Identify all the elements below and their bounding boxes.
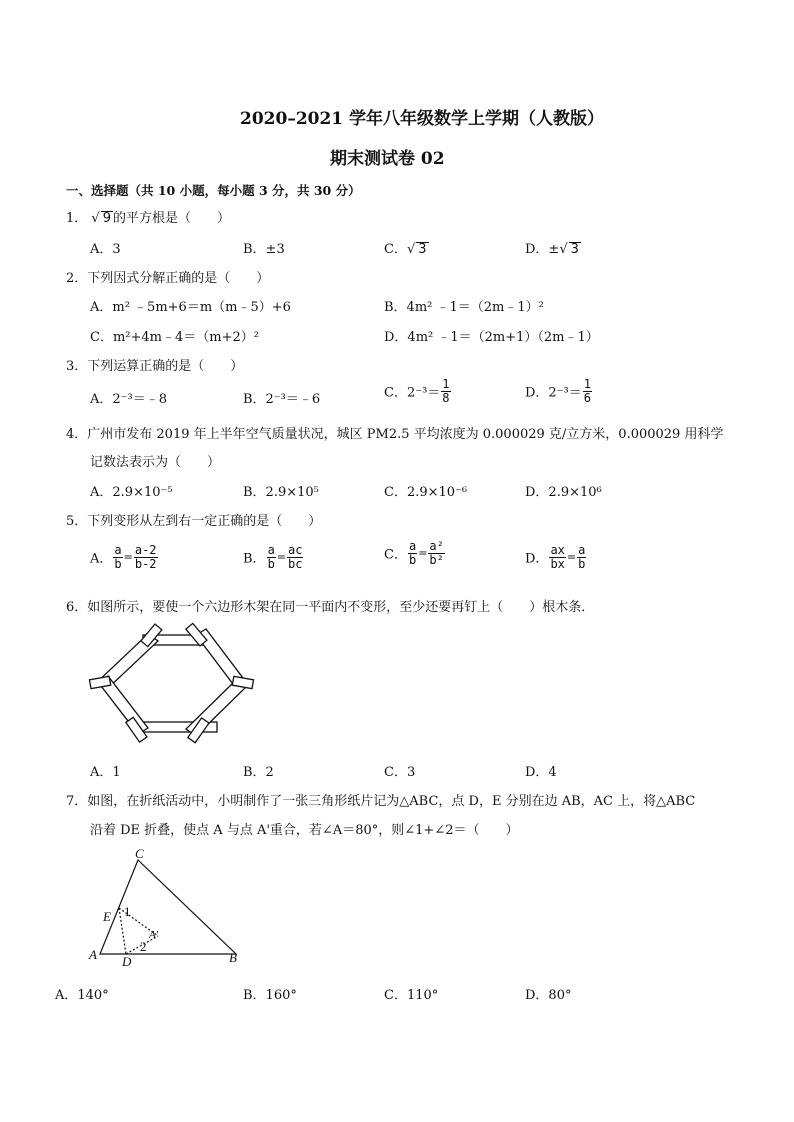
denominator: 8 bbox=[442, 390, 450, 405]
fraction-right bbox=[577, 544, 586, 570]
option-a: A．1 bbox=[90, 765, 121, 780]
label-d: D bbox=[122, 954, 132, 969]
question-stem: 下列因式分解正确的是（ ） bbox=[87, 271, 270, 286]
option-d: D．4m² ﹣1＝（2m+1）（2m﹣1） bbox=[384, 330, 599, 345]
numerator: ax bbox=[550, 543, 565, 557]
option-b: B．2.9×10⁵ bbox=[243, 485, 319, 500]
hexagon-frame-figure bbox=[88, 620, 258, 748]
option-d bbox=[525, 544, 587, 570]
numerator: 1 bbox=[583, 377, 592, 391]
numerator: a bbox=[267, 543, 275, 557]
question-stem-line2: 沿着 DE 折叠，使点 A 与点 A'重合，若∠A＝80°，则∠1+∠2＝（ ） bbox=[90, 823, 519, 838]
fraction-right bbox=[428, 540, 444, 566]
option-a: A．3 bbox=[90, 242, 121, 257]
question-3 bbox=[66, 355, 243, 374]
radicand: 3 bbox=[570, 242, 579, 257]
option-d: D．±√ 3 bbox=[525, 242, 579, 257]
question-number: 7． bbox=[66, 794, 88, 809]
option-c: C．2.9×10⁻⁶ bbox=[384, 485, 468, 500]
numerator: ac bbox=[288, 543, 303, 557]
fraction-right bbox=[287, 544, 303, 570]
question-4 bbox=[66, 423, 723, 442]
fraction bbox=[583, 378, 592, 404]
denominator: b² bbox=[429, 552, 444, 567]
denominator: b bbox=[267, 556, 275, 571]
question-stem-line1: 广州市发布 2019 年上半年空气质量状况，城区 PM2.5 平均浓度为 0.000029 克/立方米，0.000029 用科学 bbox=[87, 427, 724, 442]
question-1: 1． √ 9 的平方根是（ ） bbox=[66, 211, 231, 226]
option-c: C．3 bbox=[384, 765, 416, 780]
option-a bbox=[90, 544, 159, 570]
numerator: a bbox=[578, 543, 586, 557]
triangle-fold-figure bbox=[86, 842, 246, 970]
denominator: b-2 bbox=[134, 556, 157, 571]
question-number: 5． bbox=[66, 514, 88, 529]
label-angle-1: 1 bbox=[124, 904, 131, 919]
option-d: D．80° bbox=[525, 988, 572, 1003]
option-a: A．2⁻³＝﹣8 bbox=[90, 392, 168, 407]
fraction-right bbox=[134, 544, 158, 570]
option-label: D． bbox=[525, 551, 549, 567]
page-subtitle: 期末测试卷 02 bbox=[330, 149, 445, 169]
option-b: B．±3 bbox=[243, 242, 285, 257]
fraction-left bbox=[113, 544, 122, 570]
question-stem: 如图所示，要使一个六边形木架在同一平面内不变形，至少还要再钉上（ ）根木条． bbox=[87, 600, 595, 615]
option-label: C． bbox=[384, 242, 407, 257]
option-label: C．2⁻³＝ bbox=[384, 385, 441, 401]
denominator: b bbox=[578, 556, 586, 571]
option-c bbox=[384, 540, 446, 566]
equals-sign: = bbox=[276, 550, 287, 564]
option-b: B．2 bbox=[243, 765, 274, 780]
fraction-left bbox=[408, 540, 417, 566]
question-number: 1． bbox=[66, 211, 88, 226]
denominator: bc bbox=[288, 556, 303, 571]
question-6 bbox=[66, 596, 594, 615]
section-heading: 一、选择题（共 10 小题，每小题 3 分，共 30 分） bbox=[66, 183, 361, 198]
question-5 bbox=[66, 510, 321, 529]
label-a: A bbox=[89, 947, 97, 962]
option-b: B．2⁻³＝﹣6 bbox=[243, 392, 321, 407]
numerator: a-2 bbox=[134, 543, 157, 557]
fraction-left bbox=[267, 544, 276, 570]
question-number: 4． bbox=[66, 427, 88, 442]
question-stem-line1: 如图，在折纸活动中，小明制作了一张三角形纸片记为△ABC，点 D，E 分别在边 AB，AC 上，将△ABC bbox=[87, 794, 696, 809]
option-d: D．4 bbox=[525, 765, 557, 780]
denominator: bx bbox=[550, 556, 565, 571]
radicand: 9 bbox=[102, 211, 111, 226]
option-a: A．2.9×10⁻⁵ bbox=[90, 485, 173, 500]
question-number: 2． bbox=[66, 271, 88, 286]
question-stem-line2: 记数法表示为（ ） bbox=[90, 455, 221, 470]
radicand: 3 bbox=[418, 242, 427, 257]
numerator: a bbox=[408, 539, 417, 553]
triangle-abc bbox=[100, 860, 236, 954]
option-d bbox=[525, 378, 593, 404]
fraction bbox=[441, 378, 450, 404]
fraction-left bbox=[549, 544, 565, 570]
option-label: D．2⁻³＝ bbox=[525, 385, 582, 401]
option-c: C．m²+4m﹣4＝（m+2）² bbox=[90, 330, 259, 345]
denominator: 6 bbox=[583, 390, 592, 405]
option-label: B． bbox=[243, 551, 266, 567]
option-label: C． bbox=[384, 547, 407, 563]
option-a: A．m² ﹣5m+6＝m（m﹣5）+6 bbox=[90, 300, 291, 315]
denominator: b bbox=[408, 552, 417, 567]
question-stem: 的平方根是（ ） bbox=[113, 211, 231, 226]
equals-sign: = bbox=[123, 550, 133, 564]
question-stem: 下列运算正确的是（ ） bbox=[87, 359, 244, 374]
page-title: 2020–2021 学年八年级数学上学期（人教版） bbox=[240, 109, 605, 129]
label-b: B bbox=[229, 950, 237, 965]
question-number: 3． bbox=[66, 359, 88, 374]
equals-sign: = bbox=[566, 550, 577, 564]
label-a-prime: A' bbox=[149, 929, 159, 941]
option-d: D．2.9×10⁶ bbox=[525, 485, 602, 500]
option-c bbox=[384, 378, 452, 404]
option-b: B．4m² ﹣1＝（2m﹣1）² bbox=[384, 300, 544, 315]
label-c: C bbox=[135, 846, 144, 861]
denominator: b bbox=[114, 556, 122, 571]
question-stem: 下列变形从左到右一定正确的是（ ） bbox=[87, 514, 322, 529]
question-number: 6． bbox=[66, 600, 88, 615]
option-label: A． bbox=[90, 551, 113, 567]
option-a: A．140° bbox=[55, 988, 109, 1003]
option-label: D．± bbox=[525, 242, 560, 257]
option-c: C．110° bbox=[384, 988, 439, 1003]
option-c: C．√ 3 bbox=[384, 242, 427, 257]
question-2 bbox=[66, 267, 269, 286]
equals-sign: = bbox=[418, 546, 428, 560]
question-7 bbox=[66, 790, 695, 809]
option-b: B．160° bbox=[243, 988, 297, 1003]
numerator: a² bbox=[429, 539, 444, 553]
label-e: E bbox=[103, 909, 111, 924]
option-b bbox=[243, 544, 304, 570]
numerator: 1 bbox=[442, 377, 450, 391]
label-angle-2: 2 bbox=[140, 939, 147, 954]
numerator: a bbox=[114, 543, 122, 557]
